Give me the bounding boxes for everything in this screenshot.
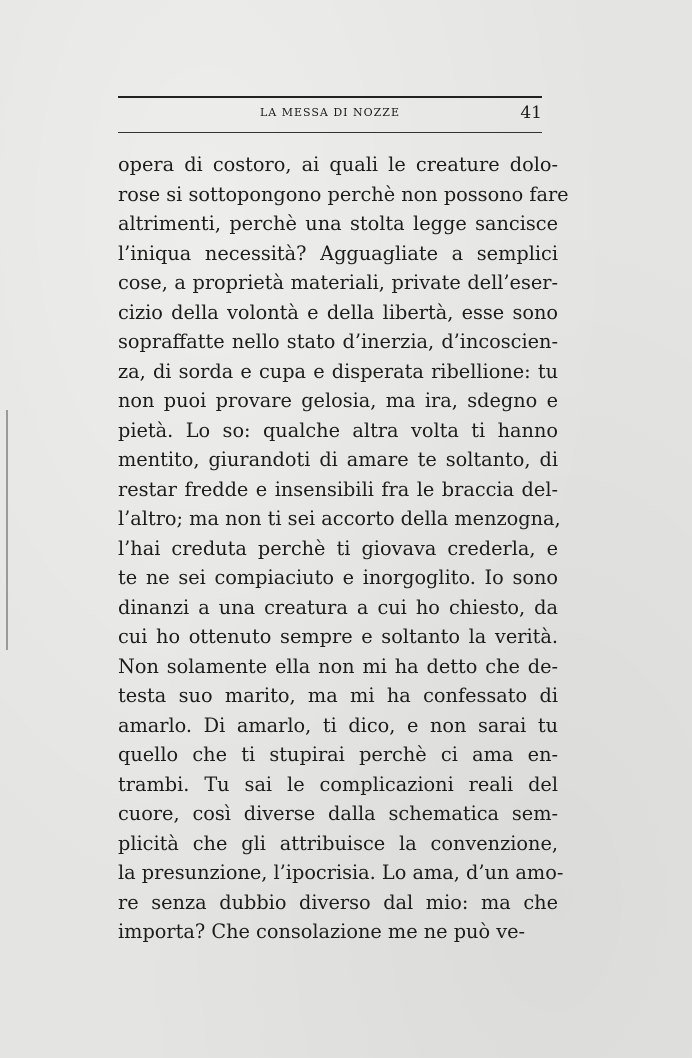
text-line: re senza dubbio diverso dal mio: ma che <box>118 890 558 914</box>
text-line: mentito, giurandoti di amare te soltanto, di <box>118 448 558 471</box>
text-line: la presunzione, l’ipocrisia. Lo ama, d’un amo- <box>118 861 564 884</box>
text-line: quello che ti stupirai perchè ci ama en- <box>118 743 558 766</box>
body-text <box>118 150 569 947</box>
text-line: testa suo marito, ma mi ha confessato di <box>118 684 558 707</box>
text-line: te ne sei compiaciuto e inorgoglito. Io sono <box>118 566 558 589</box>
text-line: opera di costoro, ai quali le creature dolo- <box>118 153 558 176</box>
running-head <box>118 103 542 127</box>
header-rule-top <box>118 96 542 98</box>
margin-scan-mark <box>6 410 11 650</box>
text-line: restar fredde e insensibili fra le braccia del- <box>118 477 558 501</box>
text-line: za, di sorda e cupa e disperata ribellione: tu <box>118 359 558 383</box>
text-line: l’hai creduta perchè ti giovava crederla, e <box>118 536 558 560</box>
text-line: cuore, così diverse dalla schematica sem- <box>118 802 558 825</box>
header-rule-bottom <box>118 132 542 133</box>
running-title: LA MESSA DI NOZZE <box>260 106 400 119</box>
text-line: sopraffatte nello stato d’inerzia, d’incoscien- <box>118 330 558 353</box>
text-line: non puoi provare gelosia, ma ira, sdegno e <box>118 389 558 412</box>
text-line: l’altro; ma non ti sei accorto della menzogna, <box>118 507 561 530</box>
page-number: 41 <box>520 103 542 123</box>
text-line: Non solamente ella non mi ha detto che de- <box>118 654 558 678</box>
text-line: amarlo. Di amarlo, ti dico, e non sarai tu <box>118 713 558 737</box>
text-line: cizio della volontà e della libertà, esse sono <box>118 300 558 324</box>
text-line: trambi. Tu sai le complicazioni reali del <box>118 772 558 796</box>
text-line: altrimenti, perchè una stolta legge sancisce <box>118 212 558 235</box>
text-line: plicità che gli attribuisce la convenzione, <box>118 831 558 855</box>
text-line: dinanzi a una creatura a cui ho chiesto, da <box>118 595 558 619</box>
text-line: rose si sottopongono perchè non possono fare <box>118 182 569 206</box>
text-line: cose, a proprietà materiali, private dell’eser- <box>118 271 558 294</box>
text-line: l’iniqua necessità? Agguagliate a semplici <box>118 241 558 265</box>
text-line: cui ho ottenuto sempre e soltanto la verità. <box>118 625 558 648</box>
text-line: pietà. Lo so: qualche altra volta ti hanno <box>118 418 558 442</box>
text-line: importa? Che consolazione me ne può ve- <box>118 920 526 943</box>
